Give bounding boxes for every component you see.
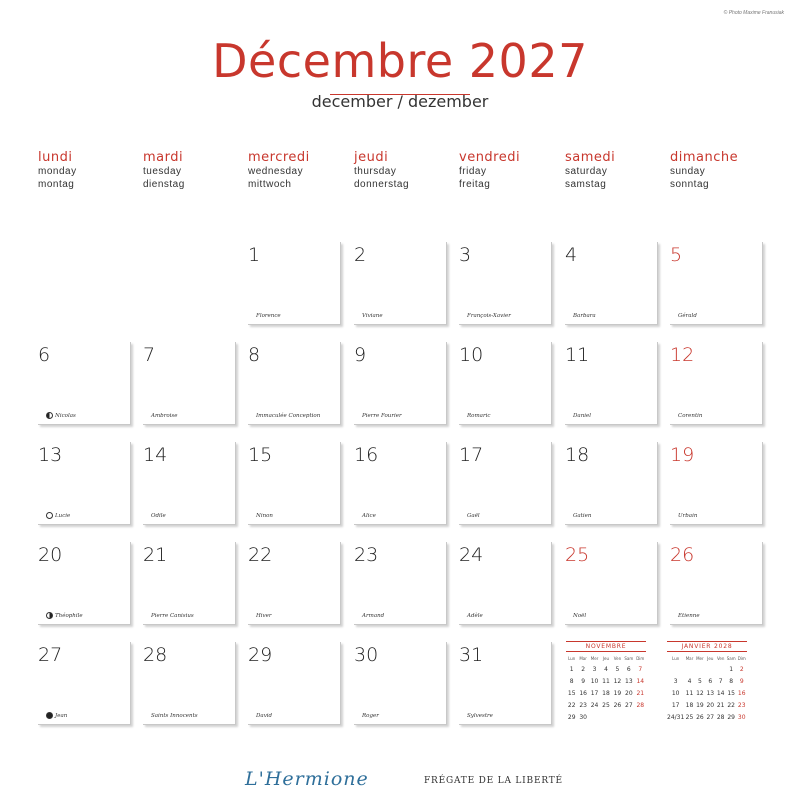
day-cell-15 [248, 442, 341, 525]
mini-day: 17 [590, 689, 599, 697]
weekday-de-label: dienstag [143, 179, 185, 190]
day-number: 25 [565, 544, 590, 566]
mini-day [705, 663, 715, 675]
day-cell-28 [143, 642, 236, 725]
mini-day [589, 711, 600, 723]
mini-day: 10 [590, 677, 599, 685]
saint-name-line [467, 513, 480, 519]
day-number: 16 [354, 444, 379, 466]
mini-day: 30 [737, 713, 746, 721]
saint-name-line [362, 513, 376, 519]
day-cell-21 [143, 542, 236, 625]
mini-day: 11 [685, 689, 694, 697]
mini-day: 20 [625, 689, 633, 697]
mini-day [667, 663, 684, 675]
mini-day: 9 [581, 677, 586, 685]
saint-name-line [573, 613, 586, 619]
mini-day: 11 [602, 677, 610, 685]
saint-name-line [151, 613, 194, 619]
mini-day: 5 [615, 665, 620, 673]
mini-day: 24/31 [667, 713, 685, 721]
day-cell-9 [354, 342, 447, 425]
mini-day [612, 711, 623, 723]
day-cell-8 [248, 342, 341, 425]
mini-weekday-label: Mer [696, 656, 704, 661]
day-number: 26 [670, 544, 695, 566]
mini-day: 13 [625, 677, 633, 685]
mini-day: 21 [636, 689, 645, 697]
mini-day: 26 [613, 701, 622, 709]
saint-name: Gaël [467, 513, 480, 519]
mini-weekday-label: Dim [636, 656, 645, 661]
saint-name-line [256, 513, 273, 519]
mini-day: 23 [737, 701, 746, 709]
weekday-de-label: samstag [565, 179, 607, 190]
mini-day: 19 [696, 701, 704, 709]
weekday-header-friday [459, 150, 564, 191]
mini-day: 18 [602, 689, 610, 697]
saint-name-line [256, 413, 320, 419]
saint-name: Barbara [573, 313, 596, 319]
moon-first-icon [46, 612, 53, 619]
saint-name-line [678, 613, 700, 619]
saint-name-line [46, 412, 76, 419]
weekday-de-label: sonntag [670, 179, 710, 190]
mini-day: 13 [706, 689, 715, 697]
mini-calendar-title: NOVEMBRE [566, 641, 646, 652]
saint-name: Sylvestre [467, 713, 493, 719]
saint-name: Florence [256, 313, 281, 319]
day-cell-11 [565, 342, 658, 425]
mini-day [715, 663, 725, 675]
saint-name: Etienne [678, 613, 700, 619]
weekday-header-tuesday [143, 150, 248, 191]
mini-weekday-label: Ven [716, 656, 725, 661]
saint-name-line [151, 413, 178, 419]
day-cell-13 [38, 442, 131, 525]
mini-day: 30 [579, 713, 587, 721]
mini-day: 6 [708, 677, 713, 685]
weekday-de-label: donnerstag [354, 179, 410, 190]
mini-calendar-previous [566, 641, 646, 723]
weekday-fr-label: dimanche [670, 150, 739, 165]
weekday-fr-label: mercredi [248, 150, 310, 165]
day-cell-19 [670, 442, 763, 525]
saint-name: Jean [55, 713, 68, 719]
saint-name: Corentin [678, 413, 703, 419]
mini-day [695, 663, 705, 675]
mini-day: 25 [602, 701, 610, 709]
saint-name: Roger [362, 713, 379, 719]
day-number: 2 [354, 244, 367, 266]
mini-day: 15 [727, 689, 735, 697]
saint-name: Romaric [467, 413, 491, 419]
saint-name-line [573, 513, 591, 519]
day-number: 1 [248, 244, 261, 266]
mini-day: 8 [569, 677, 574, 685]
day-number: 5 [670, 244, 683, 266]
saint-name: Armand [362, 613, 385, 619]
day-cell-20 [38, 542, 131, 625]
mini-weekday-label: Sam [726, 656, 736, 661]
day-cell-30 [354, 642, 447, 725]
mini-day [635, 711, 646, 723]
photo-credit: © Photo Maxime Franusiak [723, 10, 784, 16]
mini-day: 10 [671, 689, 680, 697]
mini-day: 16 [579, 689, 587, 697]
mini-day: 4 [604, 665, 608, 673]
saint-name-line [256, 613, 272, 619]
day-cell-31 [459, 642, 552, 725]
day-cell-7 [143, 342, 236, 425]
saint-name-line [362, 413, 402, 419]
saint-name-line [362, 613, 384, 619]
mini-day: 28 [636, 701, 645, 709]
day-number: 18 [565, 444, 590, 466]
day-number: 24 [459, 544, 484, 566]
saint-name: Gatien [573, 513, 592, 519]
mini-weekday-label: Lun [568, 656, 576, 661]
saint-name: Pierre Canisius [151, 613, 194, 619]
day-cell-5 [670, 242, 763, 325]
mini-day: 19 [613, 689, 622, 697]
day-number: 4 [565, 244, 578, 266]
day-number: 31 [459, 644, 484, 666]
saint-name: Saints Innocents [151, 713, 198, 719]
mini-weekday-label: Mer [590, 656, 599, 661]
day-number: 28 [143, 644, 168, 666]
saint-name-line [46, 612, 83, 619]
saint-name: Adèle [467, 613, 483, 619]
mini-day: 8 [729, 677, 734, 685]
mini-day: 17 [671, 701, 680, 709]
saint-name-line [46, 512, 70, 519]
weekday-header-wednesday [248, 150, 353, 191]
mini-weekday-label: Mar [685, 656, 694, 661]
saint-name-line [362, 713, 379, 719]
day-number: 10 [459, 344, 484, 366]
mini-day: 26 [696, 713, 704, 721]
saint-name: Viviane [362, 313, 383, 319]
weekday-en-label: sunday [670, 166, 706, 177]
day-cell-29 [248, 642, 341, 725]
day-number: 30 [354, 644, 379, 666]
weekday-en-label: saturday [565, 166, 608, 177]
mini-weekday-label: Dim [737, 656, 746, 661]
saint-name: Nicolas [55, 413, 76, 419]
mini-day [623, 711, 634, 723]
saint-name: Lucie [55, 513, 71, 519]
mini-day: 2 [739, 665, 744, 673]
saint-name-line [467, 613, 483, 619]
mini-day: 14 [636, 677, 645, 685]
footer-tagline: FRÉGATE DE LA LIBERTÉ [424, 776, 563, 786]
day-number: 11 [565, 344, 590, 366]
moon-last-icon [46, 412, 53, 419]
mini-weekday-label: Sam [624, 656, 634, 661]
weekday-fr-label: mardi [143, 150, 184, 165]
mini-day: 29 [567, 713, 576, 721]
mini-day: 24 [590, 701, 599, 709]
mini-day: 2 [581, 665, 586, 673]
weekday-fr-label: lundi [38, 150, 73, 165]
day-cell-10 [459, 342, 552, 425]
mini-day: 29 [727, 713, 735, 721]
weekday-de-label: montag [38, 179, 75, 190]
day-cell-16 [354, 442, 447, 525]
saint-name: Hiver [256, 613, 272, 619]
weekday-header-monday [38, 150, 143, 191]
mini-day: 27 [706, 713, 715, 721]
mini-day: 1 [729, 665, 734, 673]
mini-day: 25 [685, 713, 694, 721]
day-cell-14 [143, 442, 236, 525]
mini-day: 6 [626, 665, 631, 673]
day-cell-24 [459, 542, 552, 625]
weekday-de-label: freitag [459, 179, 491, 190]
weekday-de-label: mittwoch [248, 179, 292, 190]
saint-name-line [467, 713, 493, 719]
weekday-en-label: friday [459, 166, 487, 177]
moon-full-icon [46, 512, 53, 519]
saint-name: Théophile [55, 613, 83, 619]
day-cell-17 [459, 442, 552, 525]
day-number: 20 [38, 544, 63, 566]
saint-name: David [256, 713, 273, 719]
day-number: 9 [354, 344, 367, 366]
saint-name-line [256, 313, 281, 319]
mini-day: 3 [592, 665, 597, 673]
saint-name-line [678, 513, 697, 519]
mini-day: 1 [569, 665, 574, 673]
saint-name: Pierre Fourier [362, 413, 402, 419]
saint-name: Odile [151, 513, 166, 519]
mini-weekday-label: Ven [613, 656, 622, 661]
day-cell-25 [565, 542, 658, 625]
day-number: 19 [670, 444, 695, 466]
saint-name: Alice [362, 513, 376, 519]
mini-day: 16 [737, 689, 746, 697]
saint-name-line [678, 313, 697, 319]
day-number: 21 [143, 544, 168, 566]
hermione-logo: L'Hermione [245, 768, 369, 790]
saint-name-line [467, 313, 511, 319]
mini-day: 21 [716, 701, 725, 709]
weekday-fr-label: samedi [565, 150, 616, 165]
day-cell-26 [670, 542, 763, 625]
mini-day: 15 [567, 689, 576, 697]
day-cell-12 [670, 342, 763, 425]
saint-name-line [573, 413, 591, 419]
day-cell-6 [38, 342, 131, 425]
day-number: 15 [248, 444, 273, 466]
day-cell-2 [354, 242, 447, 325]
day-cell-4 [565, 242, 658, 325]
mini-calendar-next [667, 641, 747, 723]
page-title: Décembre 2027 [212, 34, 588, 88]
day-number: 22 [248, 544, 273, 566]
mini-day: 18 [685, 701, 694, 709]
mini-day: 23 [579, 701, 587, 709]
moon-new-icon [46, 712, 53, 719]
day-cell-22 [248, 542, 341, 625]
saint-name: Noël [573, 613, 587, 619]
mini-day [600, 711, 611, 723]
mini-day: 5 [697, 677, 702, 685]
weekday-en-label: monday [38, 166, 77, 177]
mini-weekday-label: Mar [579, 656, 587, 661]
mini-day: 3 [673, 677, 678, 685]
mini-day: 7 [718, 677, 723, 685]
mini-calendar-title: JANVIER 2028 [667, 641, 747, 652]
weekday-fr-label: jeudi [354, 150, 389, 165]
weekday-en-label: tuesday [143, 166, 182, 177]
day-cell-27 [38, 642, 131, 725]
mini-day: 27 [625, 701, 633, 709]
saint-name-line [678, 413, 702, 419]
day-number: 13 [38, 444, 63, 466]
mini-day: 22 [727, 701, 735, 709]
day-number: 6 [38, 344, 51, 366]
day-number: 12 [670, 344, 695, 366]
page-subtitle: december / dezember [311, 92, 489, 111]
day-cell-1 [248, 242, 341, 325]
saint-name-line [151, 513, 166, 519]
mini-day: 7 [638, 665, 643, 673]
day-cell-18 [565, 442, 658, 525]
saint-name: Daniel [573, 413, 592, 419]
day-number: 29 [248, 644, 273, 666]
mini-day: 12 [613, 677, 622, 685]
weekday-fr-label: vendredi [459, 150, 521, 165]
saint-name: Ambroise [151, 413, 178, 419]
saint-name: Urbain [678, 513, 698, 519]
day-number: 3 [459, 244, 472, 266]
saint-name: Immaculée Conception [256, 413, 321, 419]
day-number: 7 [143, 344, 156, 366]
weekday-header-saturday [565, 150, 670, 191]
day-number: 14 [143, 444, 168, 466]
saint-name-line [46, 712, 67, 719]
day-number: 23 [354, 544, 379, 566]
mini-day: 22 [567, 701, 576, 709]
saint-name: François-Xavier [467, 313, 511, 319]
day-number: 27 [38, 644, 63, 666]
mini-weekday-label: Lun [672, 656, 680, 661]
weekday-header-sunday [670, 150, 775, 191]
saint-name-line [573, 313, 596, 319]
saint-name-line [256, 713, 272, 719]
day-cell-3 [459, 242, 552, 325]
saint-name: Gérald [678, 313, 697, 319]
saint-name-line [362, 313, 383, 319]
day-cell-23 [354, 542, 447, 625]
day-number: 8 [248, 344, 261, 366]
mini-day: 12 [696, 689, 704, 697]
mini-day: 4 [687, 677, 692, 685]
saint-name-line [467, 413, 490, 419]
mini-day: 14 [716, 689, 725, 697]
weekday-en-label: wednesday [248, 166, 304, 177]
saint-name-line [151, 713, 198, 719]
mini-day: 28 [716, 713, 725, 721]
mini-day: 9 [739, 677, 744, 685]
weekday-en-label: thursday [354, 166, 397, 177]
mini-weekday-label: Jeu [707, 656, 714, 661]
day-number: 17 [459, 444, 484, 466]
mini-day: 20 [706, 701, 715, 709]
mini-weekday-label: Jeu [602, 656, 610, 661]
weekday-header-thursday [354, 150, 459, 191]
saint-name: Ninon [256, 513, 273, 519]
mini-day [684, 663, 694, 675]
